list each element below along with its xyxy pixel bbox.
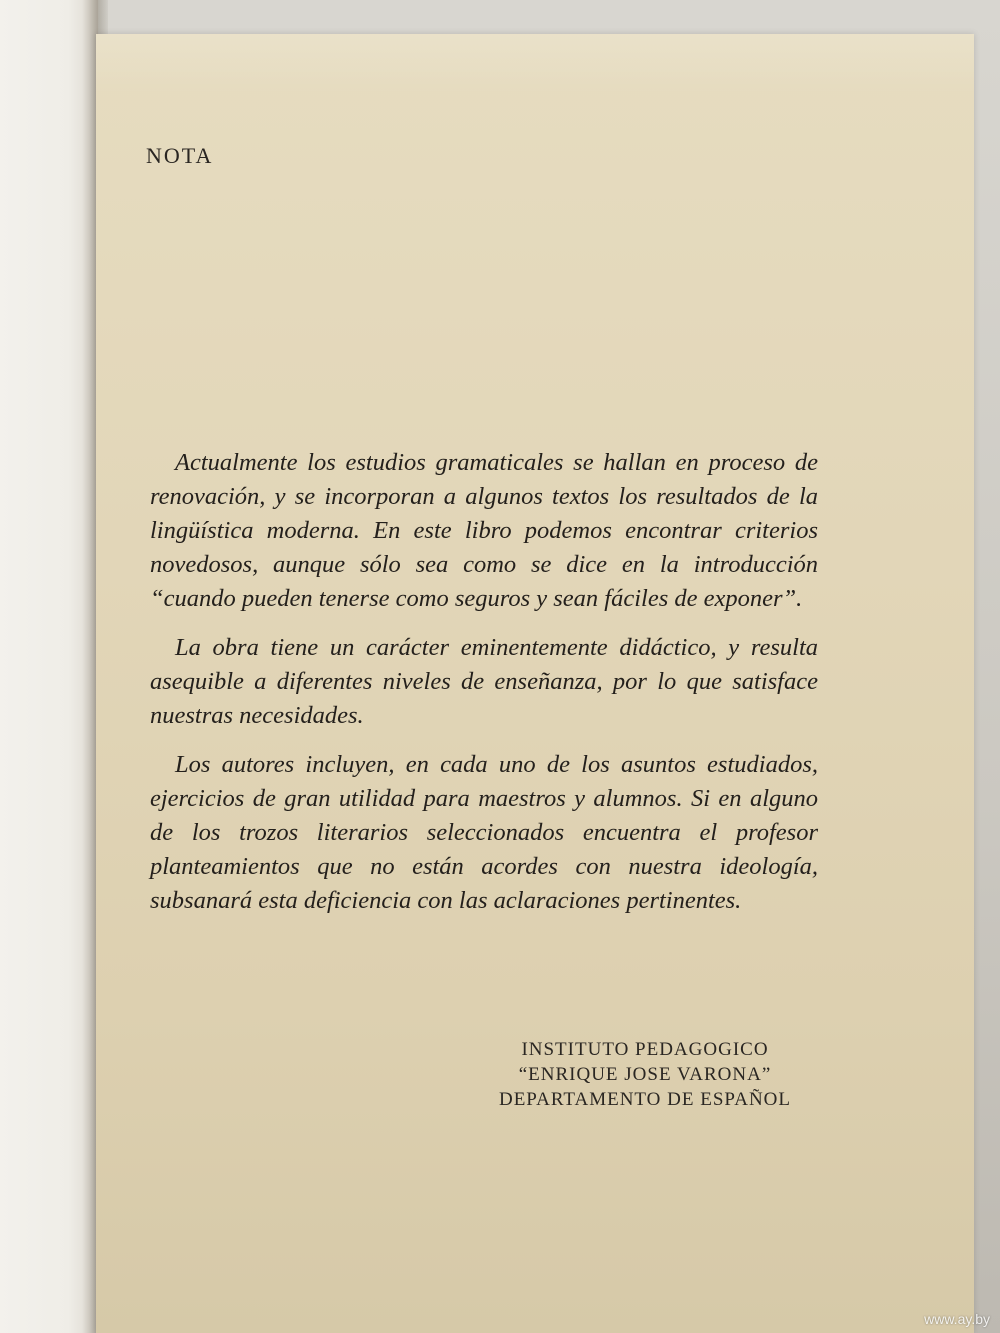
page-highlight: [96, 34, 974, 94]
note-body: [150, 446, 818, 933]
signature-line-department: DEPARTAMENTO DE ESPAÑOL: [498, 1089, 791, 1110]
paragraph-1: Actualmente los estudios gramaticales se hallan en proceso de renovación, y se incorporan a algunos textos los resultados de la lingüística moderna. En este libro podemos encontrar criterios novedosos, aunque sólo sea como se dice en la introducción “cuando pueden tenerse como seguros y sean fáciles de exponer”.: [150, 449, 818, 612]
paragraph-2: La obra tiene un carácter eminentemente didáctico, y resulta asequible a diferentes niveles de enseñanza, por lo que satisface nuestras necesidades.: [150, 634, 818, 729]
signature-block: [460, 1037, 830, 1112]
paragraph-3: Los autores incluyen, en cada uno de los asuntos estudiados, ejercicios de gran utilidad para maestros y alumnos. Si en alguno de los trozos literarios seleccionados encuentra el profesor planteamientos que no están acordes con nuestra ideología, subsanará esta deficiencia con las aclaraciones pertinentes.: [150, 751, 818, 914]
watermark-text: www.ay.by: [924, 1311, 990, 1327]
signature-line-institute: INSTITUTO PEDAGOGICO: [521, 1039, 769, 1060]
signature-line-name: “ENRIQUE JOSE VARONA”: [518, 1064, 772, 1085]
page-heading: NOTA: [146, 143, 214, 168]
